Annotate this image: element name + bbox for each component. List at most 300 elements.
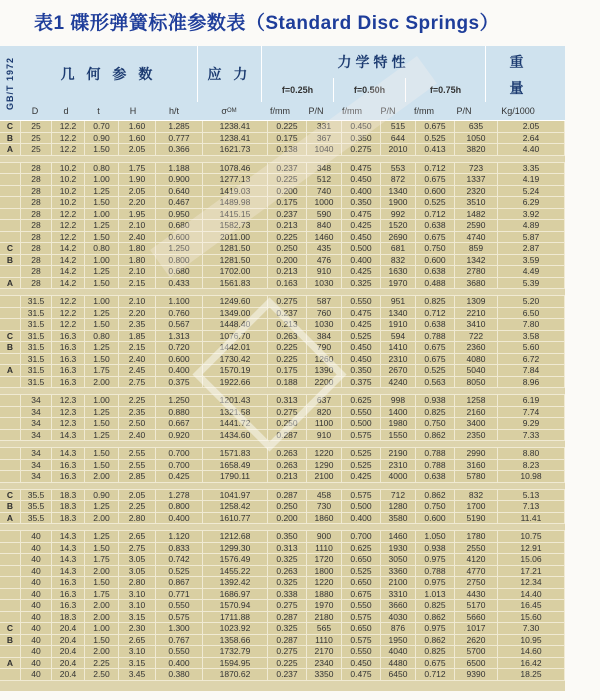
cell: 0.600 [416, 186, 454, 197]
column-header-h: H [129, 106, 137, 116]
series-label [0, 186, 20, 197]
table-row [0, 531, 565, 542]
cell: 0.767 [156, 635, 202, 646]
cell: 10.2 [52, 174, 84, 185]
cell: 14.2 [52, 255, 84, 266]
table-row [0, 543, 565, 554]
cell: 34 [21, 430, 51, 441]
table-row [0, 197, 565, 208]
cell: 12.2 [52, 121, 84, 132]
cell: 587 [307, 296, 341, 307]
cell: 1700 [455, 501, 497, 512]
cell: 18.3 [52, 501, 84, 512]
cell: 0.833 [156, 543, 202, 554]
cell: 18.3 [52, 490, 84, 501]
table-row [0, 243, 565, 254]
cell: 31.5 [21, 377, 51, 388]
series-label: A [0, 513, 20, 524]
cell: 31.5 [21, 331, 51, 342]
cell: 18.3 [52, 513, 84, 524]
cell: 476 [307, 255, 341, 266]
cell: 34 [21, 448, 51, 459]
cell: 0.237 [268, 163, 306, 174]
cell: 348 [307, 163, 341, 174]
cell: 35.5 [21, 490, 51, 501]
cell: 34 [21, 471, 51, 482]
cell: 14.3 [52, 554, 84, 565]
cell: 5.13 [498, 490, 564, 501]
cell: 4080 [455, 354, 497, 365]
cell: 31.5 [21, 365, 51, 376]
cell: 0.720 [156, 342, 202, 353]
cell: 1930 [381, 543, 415, 554]
cell: 1078.46 [203, 163, 267, 174]
cell: 0.900 [156, 174, 202, 185]
cell: 4.89 [498, 220, 564, 231]
cell: 1.50 [85, 278, 118, 289]
cell: 14.2 [52, 266, 84, 277]
cell: 1110 [307, 635, 341, 646]
cell: 1392.42 [203, 577, 267, 588]
cell: 1482 [455, 209, 497, 220]
cell: 1870.62 [203, 669, 267, 680]
cell: 859 [455, 243, 497, 254]
cell: 0.788 [416, 566, 454, 577]
table-row [0, 296, 565, 307]
cell: 10.98 [498, 471, 564, 482]
cell: 7.84 [498, 365, 564, 376]
cell: 34 [21, 395, 51, 406]
cell: 1.285 [156, 121, 202, 132]
cell: 1280 [381, 501, 415, 512]
cell: 0.313 [268, 395, 306, 406]
cell: 0.667 [156, 418, 202, 429]
group-header-geometry: 几 何 参 数 [60, 66, 157, 82]
cell: 0.250 [268, 501, 306, 512]
cell: 20.4 [52, 669, 84, 680]
cell: 34 [21, 407, 51, 418]
column-header-fmm: f/mm [414, 106, 434, 116]
cell: 0.425 [342, 266, 380, 277]
cell: 16.42 [498, 658, 564, 669]
cell: 35.5 [21, 501, 51, 512]
cell: 0.237 [268, 209, 306, 220]
table-row [0, 209, 565, 220]
cell: 790 [307, 342, 341, 353]
column-header-pn: P/N [380, 106, 396, 116]
cell: 20.4 [52, 623, 84, 634]
cell: 0.975 [416, 577, 454, 588]
cell: 1.75 [85, 589, 118, 600]
cell: 0.70 [85, 121, 118, 132]
cell: 40 [21, 612, 51, 623]
cell: 28 [21, 266, 51, 277]
cell: 2.15 [119, 278, 155, 289]
group-separator [0, 441, 565, 447]
cell: 2.30 [119, 623, 155, 634]
cell: 0.325 [268, 554, 306, 565]
cell: 15.60 [498, 612, 564, 623]
cell: 7.30 [498, 623, 564, 634]
cell: 0.433 [156, 278, 202, 289]
cell: 1076.70 [203, 331, 267, 342]
series-label [0, 296, 20, 307]
group-header-weight-line2: 量 [485, 78, 551, 102]
cell: 2.40 [119, 232, 155, 243]
cell: 1258 [455, 395, 497, 406]
disc-spring-table [0, 46, 565, 691]
cell: 28 [21, 197, 51, 208]
series-label [0, 669, 20, 680]
cell: 2.10 [119, 296, 155, 307]
table-row [0, 133, 565, 144]
cell: 2170 [307, 646, 341, 657]
cell: 5700 [455, 646, 497, 657]
cell: 832 [381, 255, 415, 266]
table-row [0, 331, 565, 342]
cell: 1340 [381, 186, 415, 197]
cell: 1238.41 [203, 133, 267, 144]
cell: 722 [455, 331, 497, 342]
cell: 637 [307, 395, 341, 406]
series-label [0, 460, 20, 471]
cell: 0.680 [156, 220, 202, 231]
cell: 0.237 [268, 308, 306, 319]
cell: 6.72 [498, 354, 564, 365]
cell: 2340 [307, 658, 341, 669]
cell: 1017 [455, 623, 497, 634]
cell: 3.15 [119, 658, 155, 669]
cell: 5660 [455, 612, 497, 623]
cell: 0.650 [342, 577, 380, 588]
series-label: C [0, 243, 20, 254]
cell: 1658.49 [203, 460, 267, 471]
cell: 1900 [381, 197, 415, 208]
cell: 0.287 [268, 430, 306, 441]
cell: 0.625 [342, 395, 380, 406]
cell: 0.712 [416, 163, 454, 174]
cell: 0.275 [268, 600, 306, 611]
cell: 2180 [307, 612, 341, 623]
cell: 1.25 [85, 342, 118, 353]
group-separator [0, 289, 565, 295]
cell: 681 [381, 243, 415, 254]
cell: 0.213 [268, 319, 306, 330]
column-header-t: t [97, 106, 100, 116]
cell: 1281.50 [203, 243, 267, 254]
cell: 0.880 [156, 407, 202, 418]
cell: 0.550 [156, 600, 202, 611]
cell: 20.4 [52, 635, 84, 646]
cell: 0.80 [85, 163, 118, 174]
cell: 2.00 [85, 471, 118, 482]
cell: 14.3 [52, 566, 84, 577]
table-row [0, 589, 565, 600]
cell: 0.600 [416, 513, 454, 524]
cell: 2.55 [119, 460, 155, 471]
cell: 28 [21, 186, 51, 197]
cell: 5.20 [498, 296, 564, 307]
group-separator [0, 156, 565, 162]
cell: 2.87 [498, 243, 564, 254]
table-row [0, 365, 565, 376]
series-label [0, 232, 20, 243]
cell: 7.33 [498, 430, 564, 441]
cell: 2.00 [85, 600, 118, 611]
cell: 515 [381, 121, 415, 132]
cell: 0.287 [268, 612, 306, 623]
cell: 1630 [381, 266, 415, 277]
cell: 0.550 [342, 646, 380, 657]
cell: 3.15 [119, 612, 155, 623]
cell: 18.3 [52, 612, 84, 623]
cell: 1337 [455, 174, 497, 185]
cell: 0.475 [342, 163, 380, 174]
table-row [0, 220, 565, 231]
cell: 0.450 [342, 342, 380, 353]
series-label [0, 577, 20, 588]
cell: 3050 [381, 554, 415, 565]
series-label: A [0, 658, 20, 669]
cell: 1342 [455, 255, 497, 266]
cell: 0.225 [268, 658, 306, 669]
series-label [0, 377, 20, 388]
table-row [0, 255, 565, 266]
cell: 1.90 [119, 174, 155, 185]
cell: 0.638 [416, 319, 454, 330]
cell: 2.20 [119, 197, 155, 208]
cell: 3400 [455, 418, 497, 429]
table-row [0, 658, 565, 669]
cell: 1000 [307, 197, 341, 208]
cell: 0.366 [156, 144, 202, 155]
cell: 0.500 [342, 501, 380, 512]
series-label [0, 354, 20, 365]
cell: 5780 [455, 471, 497, 482]
series-label [0, 531, 20, 542]
cell: 2.00 [85, 612, 118, 623]
cell: 3.59 [498, 255, 564, 266]
cell: 1023.92 [203, 623, 267, 634]
cell: 0.213 [268, 220, 306, 231]
cell: 5.60 [498, 342, 564, 353]
cell: 594 [381, 331, 415, 342]
table-body [0, 120, 565, 691]
cell: 2310 [381, 354, 415, 365]
cell: 2100 [381, 577, 415, 588]
cell: 40 [21, 669, 51, 680]
series-label [0, 600, 20, 611]
cell: 0.250 [268, 243, 306, 254]
cell: 0.237 [268, 669, 306, 680]
cell: 2750 [455, 577, 497, 588]
cell: 0.263 [268, 460, 306, 471]
cell: 14.40 [498, 589, 564, 600]
table-row [0, 577, 565, 588]
cell: 760 [307, 308, 341, 319]
cell: 0.350 [268, 531, 306, 542]
cell: 2.35 [119, 407, 155, 418]
cell: 40 [21, 623, 51, 634]
cell: 2011.00 [203, 232, 267, 243]
cell: 1.80 [119, 243, 155, 254]
cell: 0.525 [342, 448, 380, 459]
cell: 0.550 [342, 600, 380, 611]
cell: 12.91 [498, 543, 564, 554]
cell: 1.00 [85, 623, 118, 634]
cell: 0.771 [156, 589, 202, 600]
cell: 1800 [307, 566, 341, 577]
cell: 1860 [307, 513, 341, 524]
cell: 0.638 [416, 471, 454, 482]
cell: 0.287 [268, 490, 306, 501]
cell: 0.475 [342, 308, 380, 319]
series-label: A [0, 278, 20, 289]
cell: 0.825 [416, 407, 454, 418]
series-label: C [0, 623, 20, 634]
cell: 16.3 [52, 342, 84, 353]
cell: 1390 [307, 365, 341, 376]
cell: 0.450 [342, 354, 380, 365]
cell: 1.50 [85, 354, 118, 365]
series-label: A [0, 144, 20, 155]
cell: 0.400 [156, 513, 202, 524]
cell: 4240 [381, 377, 415, 388]
series-label: C [0, 121, 20, 132]
cell: 1281.50 [203, 255, 267, 266]
cell: 0.525 [416, 365, 454, 376]
cell: 2.65 [119, 531, 155, 542]
cell: 1.50 [85, 635, 118, 646]
group-separator [0, 483, 565, 489]
cell: 0.640 [156, 186, 202, 197]
column-header-pn: P/N [456, 106, 472, 116]
cell: 1.50 [85, 543, 118, 554]
cell: 2.00 [85, 513, 118, 524]
cell: 12.2 [52, 319, 84, 330]
cell: 16.3 [52, 377, 84, 388]
cell: 0.90 [85, 490, 118, 501]
cell: 644 [381, 133, 415, 144]
cell: 1419.03 [203, 186, 267, 197]
cell: 2.25 [119, 501, 155, 512]
cell: 0.500 [342, 418, 380, 429]
cell: 876 [381, 623, 415, 634]
cell: 1.25 [85, 266, 118, 277]
cell: 0.525 [416, 133, 454, 144]
cell: 2.75 [119, 543, 155, 554]
cell: 25 [21, 144, 51, 155]
cell: 9390 [455, 669, 497, 680]
cell: 0.275 [268, 407, 306, 418]
table-row [0, 623, 565, 634]
cell: 1.00 [85, 255, 118, 266]
cell: 0.188 [268, 377, 306, 388]
cell: 1201.43 [203, 395, 267, 406]
cell: 0.200 [268, 255, 306, 266]
table-row [0, 501, 565, 512]
cell: 40 [21, 531, 51, 542]
cell: 1321.58 [203, 407, 267, 418]
cell: 40 [21, 635, 51, 646]
cell: 1621.73 [203, 144, 267, 155]
cell: 40 [21, 589, 51, 600]
cell: 4120 [455, 554, 497, 565]
series-label [0, 589, 20, 600]
cell: 31.5 [21, 308, 51, 319]
table-row [0, 163, 565, 174]
table-row [0, 342, 565, 353]
column-header-kg1000: Kg/1000 [501, 106, 535, 116]
cell: 28 [21, 243, 51, 254]
cell: 0.200 [268, 513, 306, 524]
cell: 435 [307, 243, 341, 254]
column-header-fmm: f/mm [270, 106, 290, 116]
cell: 1.050 [416, 531, 454, 542]
cell: 2.05 [119, 144, 155, 155]
page-title: 表1 碟形弹簧标准参数表（Standard Disc Springs） [34, 13, 500, 34]
cell: 0.350 [342, 365, 380, 376]
cell: 0.450 [342, 658, 380, 669]
cell: 12.2 [52, 308, 84, 319]
cell: 1041.97 [203, 490, 267, 501]
cell: 4040 [381, 646, 415, 657]
cell: 0.175 [268, 197, 306, 208]
cell: 910 [307, 430, 341, 441]
cell: 1.85 [119, 331, 155, 342]
cell: 0.760 [156, 308, 202, 319]
cell: 1.300 [156, 623, 202, 634]
cell: 0.825 [416, 600, 454, 611]
series-label [0, 448, 20, 459]
cell: 40 [21, 566, 51, 577]
cell: 458 [307, 490, 341, 501]
cell: 28 [21, 220, 51, 231]
group-header-mechanical: 力学特性 [261, 46, 485, 78]
cell: 6.19 [498, 395, 564, 406]
cell: 1349.00 [203, 308, 267, 319]
cell: 832 [455, 490, 497, 501]
cell: 1780 [455, 531, 497, 542]
cell: 34 [21, 460, 51, 471]
table-row [0, 646, 565, 657]
cell: 2350 [455, 430, 497, 441]
cell: 1.50 [85, 448, 118, 459]
cell: 0.575 [156, 612, 202, 623]
table-row [0, 319, 565, 330]
cell: 0.475 [342, 209, 380, 220]
cell: 4.40 [498, 144, 564, 155]
series-label [0, 220, 20, 231]
cell: 0.287 [268, 635, 306, 646]
cell: 0.450 [342, 174, 380, 185]
series-label [0, 612, 20, 623]
cell: 0.712 [416, 209, 454, 220]
cell: 0.825 [416, 296, 454, 307]
cell: 3510 [455, 197, 497, 208]
cell: 5190 [455, 513, 497, 524]
cell: 1400 [381, 407, 415, 418]
cell: 1.60 [119, 133, 155, 144]
cell: 1415.15 [203, 209, 267, 220]
cell: 0.175 [268, 133, 306, 144]
cell: 1.75 [85, 554, 118, 565]
cell: 2620 [455, 635, 497, 646]
cell: 1711.88 [203, 612, 267, 623]
standard-label: GB/T 1972 [5, 56, 15, 110]
cell: 1970 [381, 278, 415, 289]
cell: 1.00 [85, 209, 118, 220]
